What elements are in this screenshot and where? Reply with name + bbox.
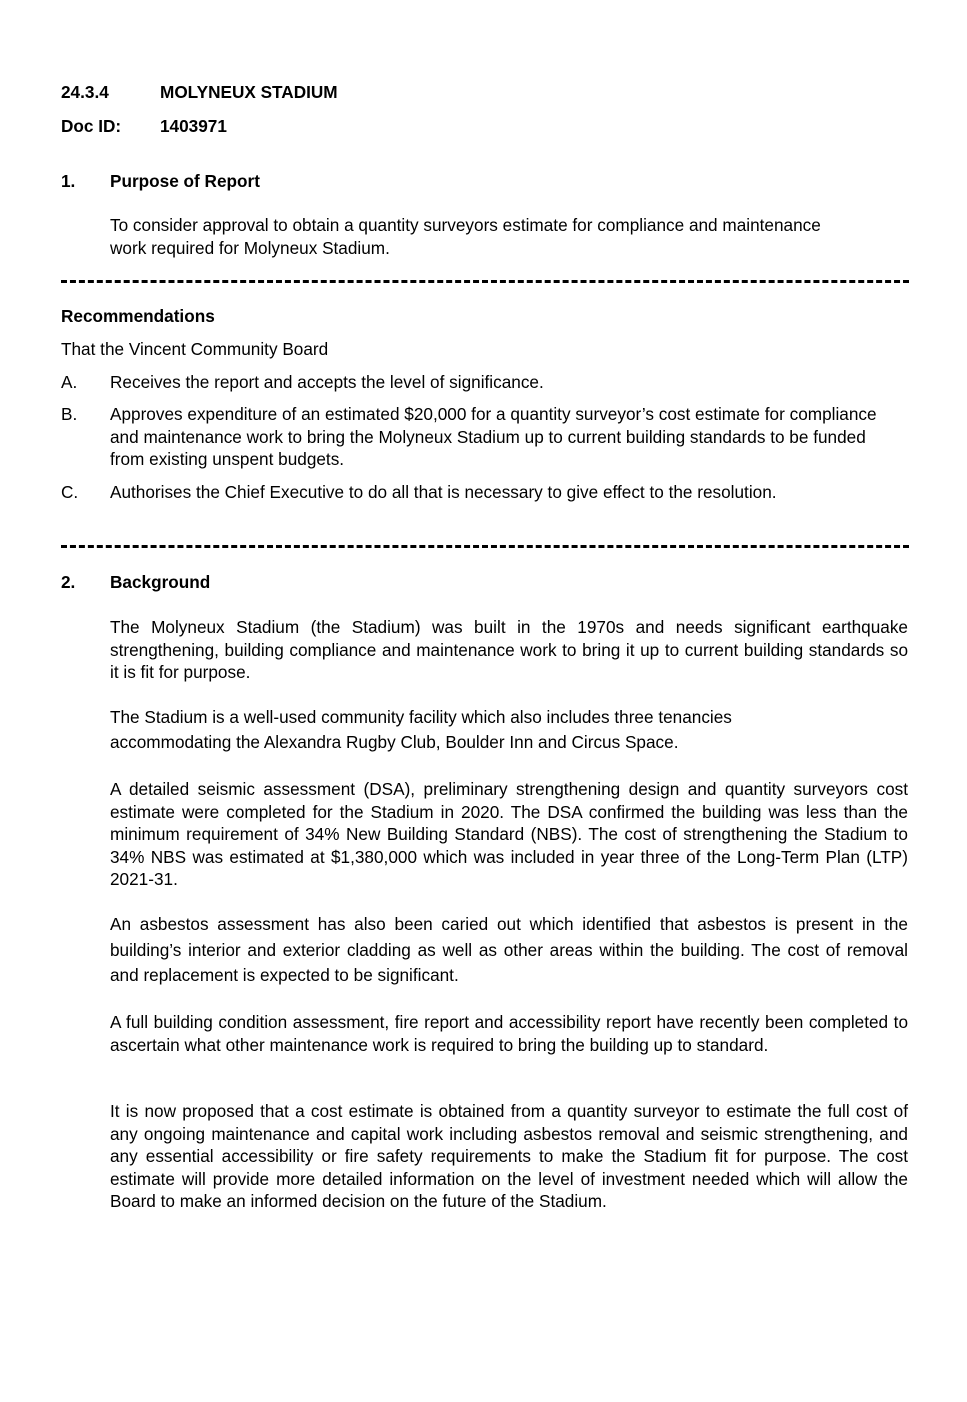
recommendation-text: Authorises the Chief Executive to do all that is necessary to give effect to the resolution.	[110, 482, 777, 502]
recommendations-intro: That the Vincent Community Board	[61, 339, 329, 359]
background-paragraph: A detailed seismic assessment (DSA), preliminary strengthening design and quantity surveyors cost estimate were completed for the Stadium in 2020. The DSA confirmed the building was less than the minimum requirement of 34% New Building Standard (NBS). The cost of strengthening the Stadium to 34% NBS was estimated at $1,380,000 which was included in year three of the Long-Term Plan (LTP) 2021-31.	[110, 779, 908, 889]
section-2-heading: Background	[110, 572, 211, 592]
recommendation-letter: C.	[61, 482, 79, 502]
background-paragraph: It is now proposed that a cost estimate is obtained from a quantity surveyor to estimate the full cost of any ongoing maintenance and capital work including asbestos removal and seismic strengthening, and any essential accessibility or fire safety requirements to make the Stadium fit for purpose. The cost estimate will provide more detailed information on the level of investment needed which will allow the Board to make an informed decision on the future of the Stadium.	[110, 1101, 908, 1211]
background-paragraph: A full building condition assessment, fire report and accessibility report have recently been completed to ascertain what other maintenance work is required to bring the building up to standard.	[110, 1012, 908, 1055]
recommendation-letter: A.	[61, 372, 78, 392]
recommendation-text: Receives the report and accepts the level of significance.	[110, 372, 544, 392]
recommendation-letter: B.	[61, 404, 78, 424]
dashed-divider	[61, 280, 909, 283]
doc-id-value: 1403971	[160, 116, 227, 136]
section-2-number: 2.	[61, 572, 76, 592]
background-paragraph: An asbestos assessment has also been caried out which identified that asbestos is present in the building’s interior and exterior cladding as well as other areas within the building. The cost of removal and replacement is expected to be significant.	[110, 914, 908, 985]
background-paragraph: The Stadium is a well-used community facility which also includes three tenancies accommodating the Alexandra Rugby Club, Boulder Inn and Circus Space.	[110, 707, 732, 752]
recommendations-heading: Recommendations	[61, 306, 215, 326]
purpose-paragraph: To consider approval to obtain a quantity surveyors estimate for compliance and maintenance work required for Molyneux Stadium.	[110, 215, 821, 258]
dashed-divider	[61, 545, 909, 548]
section-1-number: 1.	[61, 171, 76, 191]
item-title: MOLYNEUX STADIUM	[160, 82, 338, 102]
item-number: 24.3.4	[61, 82, 109, 102]
recommendation-text: Approves expenditure of an estimated $20,000 for a quantity surveyor’s cost estimate for compliance and maintenance work to bring the Molyneux Stadium up to current building standards to be funded from existing unspent budgets.	[110, 404, 877, 469]
background-paragraph: The Molyneux Stadium (the Stadium) was built in the 1970s and needs significant earthquake strengthening, building compliance and maintenance work to bring it up to current building standards so it is fit for purpose.	[110, 617, 908, 682]
section-1-heading: Purpose of Report	[110, 171, 260, 191]
doc-id-label: Doc ID:	[61, 116, 122, 136]
